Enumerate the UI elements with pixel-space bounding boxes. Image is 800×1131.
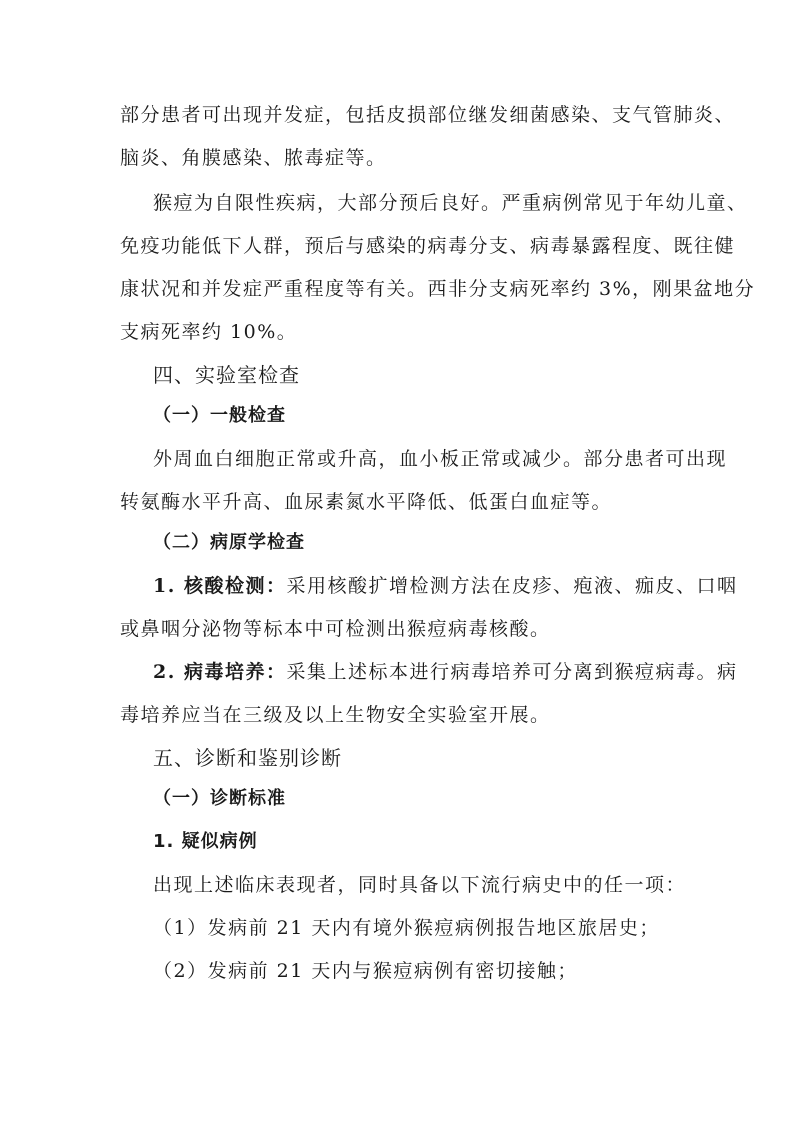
list-item-close-contact: （2）发病前 21 天内与猴痘病例有密切接触； — [153, 960, 578, 982]
paragraph-prognosis-line-3: 康状况和并发症严重程度等有关。西非分支病死率约 3%，刚果盆地分 — [120, 278, 756, 300]
paragraph-prognosis-line-1: 猴痘为自限性疾病，大部分预后良好。严重病例常见于年幼儿童、 — [153, 192, 748, 214]
nucleic-acid-text: 采用核酸扩增检测方法在皮疹、疱液、痂皮、口咽 — [286, 575, 738, 597]
paragraph-virus-culture-line-1 — [153, 659, 738, 685]
paragraph-complications-line-2: 脑炎、角膜感染、脓毒症等。 — [120, 147, 387, 169]
item-heading-suspected-case: 1. 疑似病例 — [153, 831, 258, 852]
section-heading-lab-tests: 四、实验室检查 — [153, 363, 300, 387]
paragraph-prognosis-line-4: 支病死率约 10%。 — [120, 321, 298, 343]
paragraph-general-tests-line-1: 外周血白细胞正常或升高，血小板正常或减少。部分患者可出现 — [153, 448, 728, 470]
section-heading-diagnosis: 五、诊断和鉴别诊断 — [153, 746, 342, 770]
paragraph-prognosis-line-2: 免疫功能低下人群，预后与感染的病毒分支、病毒暴露程度、既往健 — [120, 235, 736, 257]
paragraph-general-tests-line-2: 转氨酶水平升高、血尿素氮水平降低、低蛋白血症等。 — [120, 491, 613, 513]
paragraph-virus-culture-line-2: 毒培养应当在三级及以上生物安全实验室开展。 — [120, 704, 551, 726]
virus-culture-text: 采集上述标本进行病毒培养可分离到猴痘病毒。病 — [286, 661, 738, 683]
paragraph-complications-line-1: 部分患者可出现并发症，包括皮损部位继发细菌感染、支气管肺炎、 — [120, 104, 736, 126]
subsection-heading-diagnostic-criteria: （一）诊断标准 — [153, 788, 286, 809]
paragraph-nucleic-acid-line-2: 或鼻咽分泌物等标本中可检测出猴痘病毒核酸。 — [120, 618, 551, 640]
paragraph-nucleic-acid-line-1 — [153, 573, 738, 599]
subsection-heading-pathogen-tests: （二）病原学检查 — [153, 532, 305, 553]
virus-culture-label: 2. 病毒培养： — [153, 661, 287, 683]
subsection-heading-general-tests: （一）一般检查 — [153, 405, 286, 426]
list-item-travel-history: （1）发病前 21 天内有境外猴痘病例报告地区旅居史； — [153, 917, 660, 939]
nucleic-acid-label: 1. 核酸检测： — [153, 575, 287, 597]
paragraph-suspected-criteria: 出现上述临床表现者，同时具备以下流行病史中的任一项： — [153, 874, 687, 896]
